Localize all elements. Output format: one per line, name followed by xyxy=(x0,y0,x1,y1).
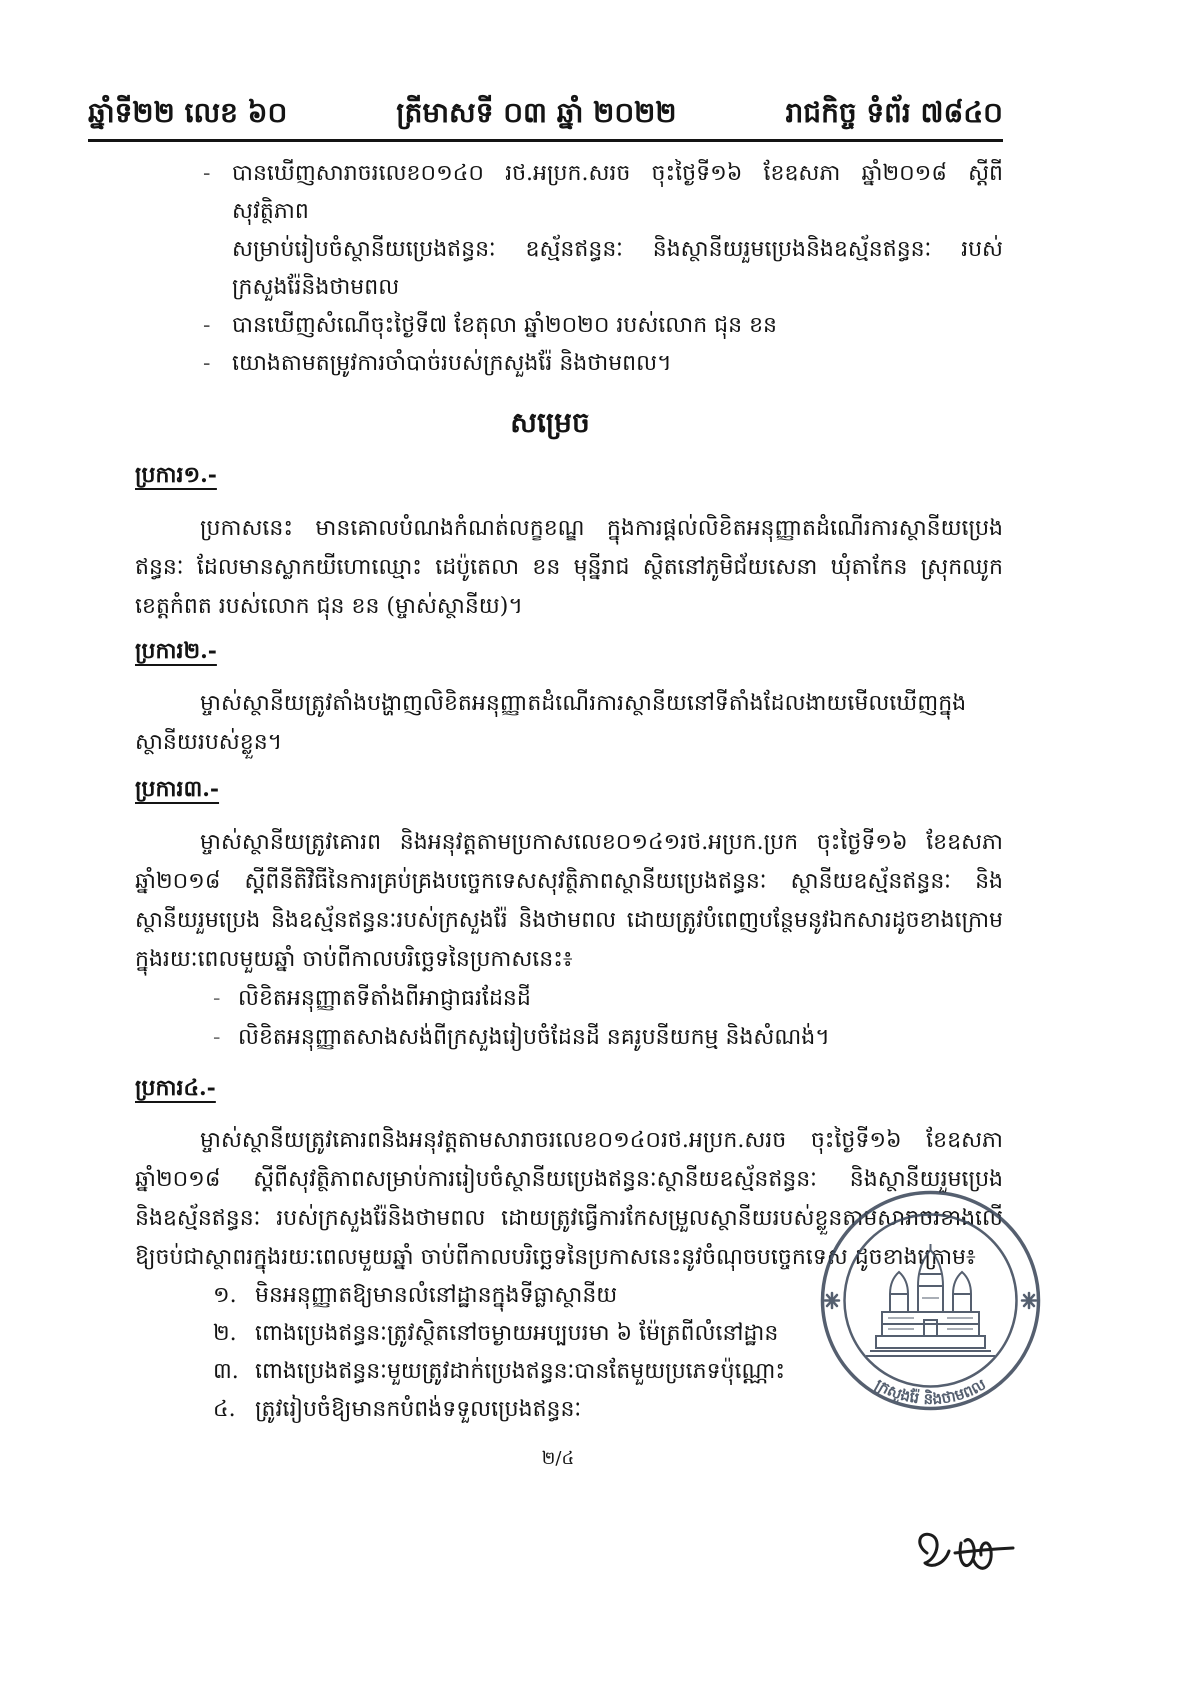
item-text: ពោងប្រេងឥន្ធនៈត្រូវស្ថិតនៅចម្ងាយអប្បបរមា ៦ ម៉ែត្រពីលំនៅដ្ឋាន xyxy=(255,1321,779,1346)
bullet-dash: - xyxy=(213,986,221,1011)
preamble-line: បានឃើញសំណើចុះថ្ងៃទី៧ ខែតុលា ឆ្នាំ២០២០ របស់លោក ជុន ខន xyxy=(232,313,778,338)
item-number: ៣. xyxy=(213,1359,239,1384)
seal-bottom-text xyxy=(872,1375,989,1408)
paragraph-line: ស្ថានីយរបស់ខ្លួន។ xyxy=(135,730,283,755)
angkor-temple-icon xyxy=(866,1244,995,1356)
bullet-dash: - xyxy=(203,313,211,338)
paragraph-line: ប្រកាសនេះ មានគោលបំណងកំណត់លក្ខខណ្ឌ ក្នុងការផ្តល់លិខិតអនុញ្ញាតដំណើរការស្ថានីយប្រេង xyxy=(200,516,1003,541)
item-number: ១. xyxy=(213,1283,237,1308)
article-heading xyxy=(135,632,1003,670)
item-number: ៤. xyxy=(213,1397,236,1422)
list-item xyxy=(135,1018,1003,1057)
list-item-text: លិខិតអនុញ្ញាតសាងសង់ពីក្រសួងរៀបចំដែនដី នគរូបនីយកម្ម និងសំណង់។ xyxy=(238,1025,830,1050)
paragraph-line: ឆ្នាំ២០១៨ ស្តីពីនីតិវិធីនៃការគ្រប់គ្រងបច្ចេកទេសសុវត្ថិភាពស្ថានីយប្រេងឥន្ធនៈ ស្ថានីយឧស្ម័នឥន្ធនៈ និង xyxy=(135,869,1003,894)
list-item-text: លិខិតអនុញ្ញាតទីតាំងពីអាជ្ញាធរដែនដី xyxy=(238,986,531,1011)
seal-inner-ring xyxy=(845,1215,1017,1387)
paragraph-line: ម្ចាស់ស្ថានីយត្រូវគោរពនិងអនុវត្តតាមសារាចរលេខ០១៤០រថ.អប្រក.សរច ចុះថ្ងៃទី១៦ ខែឧសភា xyxy=(200,1128,1003,1153)
header-year-issue: ឆ្នាំទី២២ លេខ ៦០ xyxy=(88,96,288,129)
preamble-line: សម្រាប់រៀបចំស្ថានីយប្រេងឥន្ធនៈ ឧស្ម័នឥន្ធនៈ និងស្ថានីយរួមប្រេងនិងឧស្ម័នឥន្ធនៈ របស់ xyxy=(232,237,1003,262)
article-heading xyxy=(135,456,1003,494)
article-3-document-list xyxy=(135,979,1003,1057)
paragraph-line: ម្ចាស់ស្ថានីយត្រូវគោរព និងអនុវត្តតាមប្រកាសលេខ០១៤១រថ.អប្រក.ប្រក ចុះថ្ងៃទី១៦ ខែឧសភា xyxy=(200,830,1003,855)
ministry-seal xyxy=(818,1188,1043,1413)
preamble-list xyxy=(135,155,1003,383)
article-heading xyxy=(135,1069,1003,1107)
preamble-line: បានឃើញសារាចរលេខ០១៤០ រថ.អប្រក.សរច ចុះថ្ងៃទី១៦ ខែឧសភា ឆ្នាំ២០១៨ ស្តីពីសុវត្ថិភាព xyxy=(232,161,1003,224)
list-item xyxy=(135,979,1003,1018)
item-text: ត្រូវរៀបចំឱ្យមានកបំពង់ទទួលប្រេងឥន្ធនៈ xyxy=(255,1397,582,1422)
preamble-item xyxy=(135,155,1003,307)
item-text: មិនអនុញ្ញាតឱ្យមានលំនៅដ្ឋានក្នុងទីធ្លាស្ថានីយ xyxy=(255,1283,618,1308)
item-number: ២. xyxy=(213,1321,237,1346)
article-3-paragraph xyxy=(135,823,1003,979)
article-4-heading: ប្រការ៤.- xyxy=(135,1075,216,1101)
header-quarter: ត្រីមាសទី ០៣ ឆ្នាំ ២០២២ xyxy=(396,96,677,129)
seal-right-star-icon xyxy=(1022,1293,1036,1308)
article-3-heading: ប្រការ៣.- xyxy=(135,776,220,802)
gazette-header xyxy=(88,82,1003,142)
seal-outer-ring xyxy=(823,1193,1039,1409)
article-1-paragraph xyxy=(135,509,1003,626)
article-2-heading: ប្រការ២.- xyxy=(135,638,217,664)
seal-bottom-text-path: ក្រសួងរ៉ែ និងថាមពល xyxy=(872,1375,989,1409)
bullet-dash: - xyxy=(203,161,211,186)
bullet-dash: - xyxy=(213,1025,221,1050)
item-text: ពោងប្រេងឥន្ធនៈមួយត្រូវដាក់ប្រេងឥន្ធនៈបានតែមួយប្រភេទប៉ុណ្ណោះ xyxy=(255,1359,786,1384)
paragraph-line: ក្នុងរយៈពេលមួយឆ្នាំ ចាប់ពីកាលបរិច្ឆេទនៃប្រកាសនេះ៖ xyxy=(135,947,573,972)
article-2-paragraph xyxy=(135,684,1003,762)
paragraph-line: ខេត្តកំពត របស់លោក ជុន ខន (ម្ចាស់ស្ថានីយ)។ xyxy=(135,594,523,619)
paragraph-line: និងឧស្ម័នឥន្ធនៈ របស់ក្រសួងរ៉ែនិងថាមពល ដោយត្រូវធ្វើការកែសម្រួលស្ថានីយរបស់ខ្លួនតាមសារាចរខាងលើ xyxy=(135,1206,1003,1231)
preamble-line: យោងតាមតម្រូវការចាំបាច់របស់ក្រសួងរ៉ែ និងថាមពល។ xyxy=(232,351,672,376)
paragraph-line: ឥន្ធនៈ ដែលមានស្លាកយីហោឈ្មោះ ដេប៉ូតេលា ខន មុន្នីរាជ ស្ថិតនៅភូមិជ័យសេនា ឃុំតាកែន ស្រុកឈូក xyxy=(135,555,1003,580)
bullet-dash: - xyxy=(203,351,211,376)
article-1-heading: ប្រការ១.- xyxy=(135,462,217,488)
handwritten-initials xyxy=(905,1515,1015,1585)
paragraph-line: ឱ្យចប់ជាស្ថាពរក្នុងរយៈពេលមួយឆ្នាំ ចាប់ពីកាលបរិច្ឆេទនៃប្រកាសនេះនូវចំណុចបច្ចេកទេស ដូចខាងក្រោម៖ xyxy=(135,1245,976,1270)
paragraph-line: ឆ្នាំ២០១៨ ស្តីពីសុវត្ថិភាពសម្រាប់ការរៀបចំស្ថានីយប្រេងឥន្ធនៈស្ថានីយឧស្ម័នឥន្ធនៈ និងស្ថានីយរួមប្រេង xyxy=(135,1167,1003,1192)
paragraph-line: ម្ចាស់ស្ថានីយត្រូវតាំងបង្ហាញលិខិតអនុញ្ញាតដំណើរការស្ថានីយនៅទីតាំងដែលងាយមើលឃើញក្នុង xyxy=(200,691,967,716)
decision-title: សម្រេច xyxy=(510,406,590,439)
preamble-item xyxy=(135,345,1003,383)
header-page-ref: រាជកិច្ច ទំព័រ ៧៨៤០ xyxy=(785,96,1003,129)
seal-left-star-icon xyxy=(825,1293,839,1308)
article-heading xyxy=(135,770,1003,808)
preamble-item xyxy=(135,307,1003,345)
preamble-line: ក្រសួងរ៉ែនិងថាមពល xyxy=(232,275,400,300)
paragraph-line: ស្ថានីយរួមប្រេង និងឧស្ម័នឥន្ធនៈរបស់ក្រសួងរ៉ែ និងថាមពល ដោយត្រូវបំពេញបន្ថែមនូវឯកសារដូចខាងក្រោម xyxy=(135,908,1003,933)
page-number: ២/៤ xyxy=(541,1448,575,1469)
